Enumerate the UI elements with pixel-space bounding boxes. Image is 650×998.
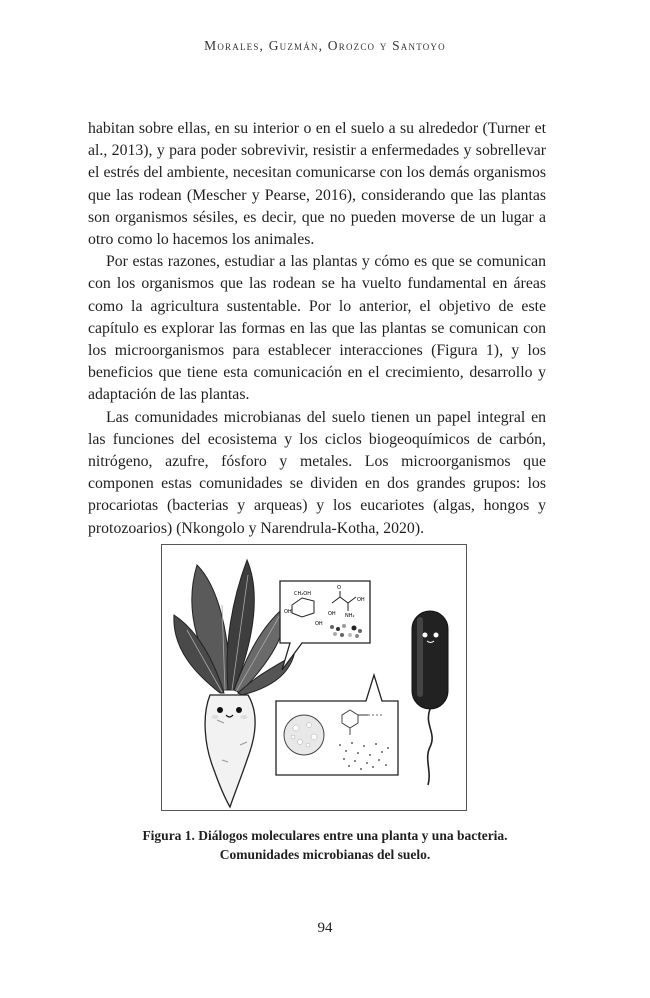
flagellum	[428, 709, 432, 785]
bacterium-left-eye	[423, 633, 428, 638]
label-oh-2: OH	[315, 621, 323, 627]
lower-speech-bubble	[276, 675, 398, 775]
page-number: 94	[317, 920, 333, 936]
plant-leaves	[174, 560, 294, 695]
paragraph-1: habitan sobre ellas, en su interior o en el suelo a su alrededor (Turner et al., 2013), y para poder sobrevivir, resistir a enfermedades y sobrellevar el estrés del ambiente, necesitan comunicarse con los demás organismos que las rodean (Mescher y Pearse, 2016), considerando que las plantas son organismos sésiles, es decir, que no pueden moverse de un lugar a otro como lo hacemos los animales.	[88, 120, 546, 249]
paragraph-2: Por estas razones, estudiar a las plantas y cómo es que se comunican con los organismos que las rodean se ha vuelto fundamental en áreas como la agricultura sustentable. Por lo anterior, el objetivo de este capítulo es explorar las formas en las que las plantas se comunican con los microorganismos para establecer interacciones (Figura 1), y los beneficios que tiene esta comunicación en el crecimiento, desarrollo y adaptación de las plantas.	[88, 253, 546, 404]
radish-body	[205, 695, 255, 807]
caption-line-2: Comunidades microbianas del suelo.	[219, 847, 431, 862]
paragraph-3: Las comunidades microbianas del suelo tienen un papel integral en las funciones del ecosistema y los ciclos biogeoquímicos de carbón, nitrógeno, azufre, fósforo y metales. Los microorganismos que componen estas comunidades se dividen en dos grandes grupos: los procariotas (bacterias y arqueas) y los eucariotes (algas, hongos y protozoarios) (Nkongolo y Narendrula-Kotha, 2020).	[88, 408, 546, 537]
figure-illustration	[162, 545, 468, 812]
label-oh-3: OH	[357, 597, 365, 603]
bacterium	[412, 611, 448, 785]
label-carbonyl-o: O	[337, 585, 341, 591]
figure-caption	[60, 826, 590, 864]
radish-right-eye	[236, 707, 242, 713]
body-text	[88, 118, 546, 540]
figure-1	[161, 544, 467, 811]
label-nh2: NH₂	[345, 613, 355, 619]
bacterium-right-eye	[434, 633, 439, 638]
caption-line-1: Figura 1. Diálogos moleculares entre una planta y una bacteria.	[142, 828, 508, 843]
running-head: Morales, Guzmán, Orozco y Santoyo	[204, 38, 446, 53]
radish-left-eye	[217, 707, 223, 713]
petri-dish	[284, 715, 324, 755]
label-oh-4: OH	[328, 611, 336, 617]
label-oh-1: OH	[284, 609, 292, 615]
label-ch2oh: CH₂OH	[294, 591, 311, 597]
